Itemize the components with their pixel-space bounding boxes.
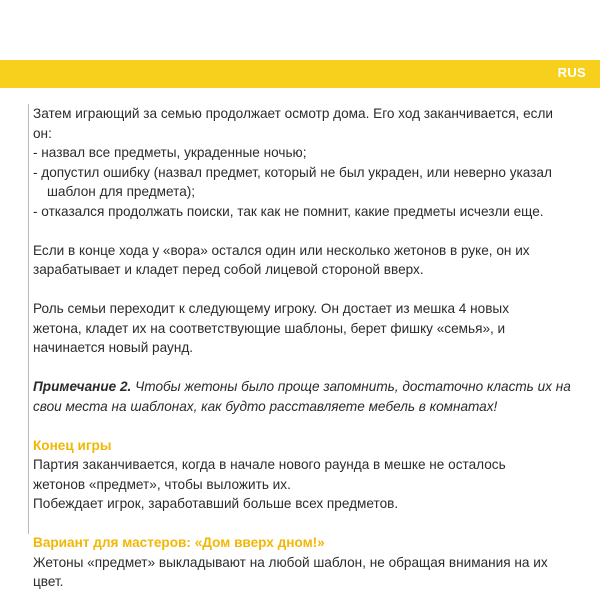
intro-paragraph <box>33 104 579 221</box>
rules-text <box>28 104 579 589</box>
bullet-item-continuation: шаблон для предмета); <box>47 184 196 199</box>
master-variant-section <box>33 533 579 592</box>
text-line: он: <box>33 125 52 141</box>
text-line: Побеждает игрок, заработавший больше всех предметов. <box>33 496 399 511</box>
thief-paragraph <box>33 241 579 280</box>
note-paragraph <box>33 377 579 416</box>
language-label: RUS <box>557 65 586 80</box>
text-line: Затем играющий за семью продолжает осмотр дома. Его ход заканчивается, если <box>33 106 553 121</box>
text-line: зарабатывает и кладет перед собой лицевой стороной вверх. <box>33 262 424 277</box>
text-line: Если в конце хода у «вора» остался один или несколько жетонов в руке, он их <box>33 242 530 258</box>
bullet-item: - назвал все предметы, украденные ночью; <box>33 145 307 160</box>
master-variant-heading: Вариант для мастеров: «Дом вверх дном!» <box>33 535 325 550</box>
header-bar <box>0 60 600 88</box>
text-line: жетона, кладет их на соответствующие шаблоны, берет фишку «семья», и <box>33 320 506 336</box>
text-line: цвет. <box>33 574 64 589</box>
note-text: свои места на шаблонах, как будто расставляете мебель в комнатах! <box>33 398 498 414</box>
bullet-item: - допустил ошибку (назвал предмет, который не был украден, или неверно указал <box>33 164 552 180</box>
note-label: Примечание 2. <box>33 379 132 394</box>
round-paragraph <box>33 299 579 358</box>
text-line: Партия заканчивается, когда в начале нового раунда в мешке не осталось <box>33 457 506 472</box>
text-line: жетонов «предмет», чтобы выложить их. <box>33 476 291 492</box>
end-game-heading: Конец игры <box>33 437 112 453</box>
note-line <box>33 377 579 397</box>
note-text: Чтобы жетоны было проще запомнить, достаточно класть их на <box>131 379 571 394</box>
text-line: начинается новый раунд. <box>33 340 194 355</box>
text-line: Жетоны «предмет» выкладывают на любой шаблон, не обращая внимания на их <box>33 554 548 570</box>
text-line: Роль семьи переходит к следующему игроку. Он достает из мешка 4 новых <box>33 301 509 316</box>
end-game-section <box>33 436 579 514</box>
bullet-item: - отказался продолжать поиски, так как не помнит, какие предметы исчезли еще. <box>33 203 544 219</box>
